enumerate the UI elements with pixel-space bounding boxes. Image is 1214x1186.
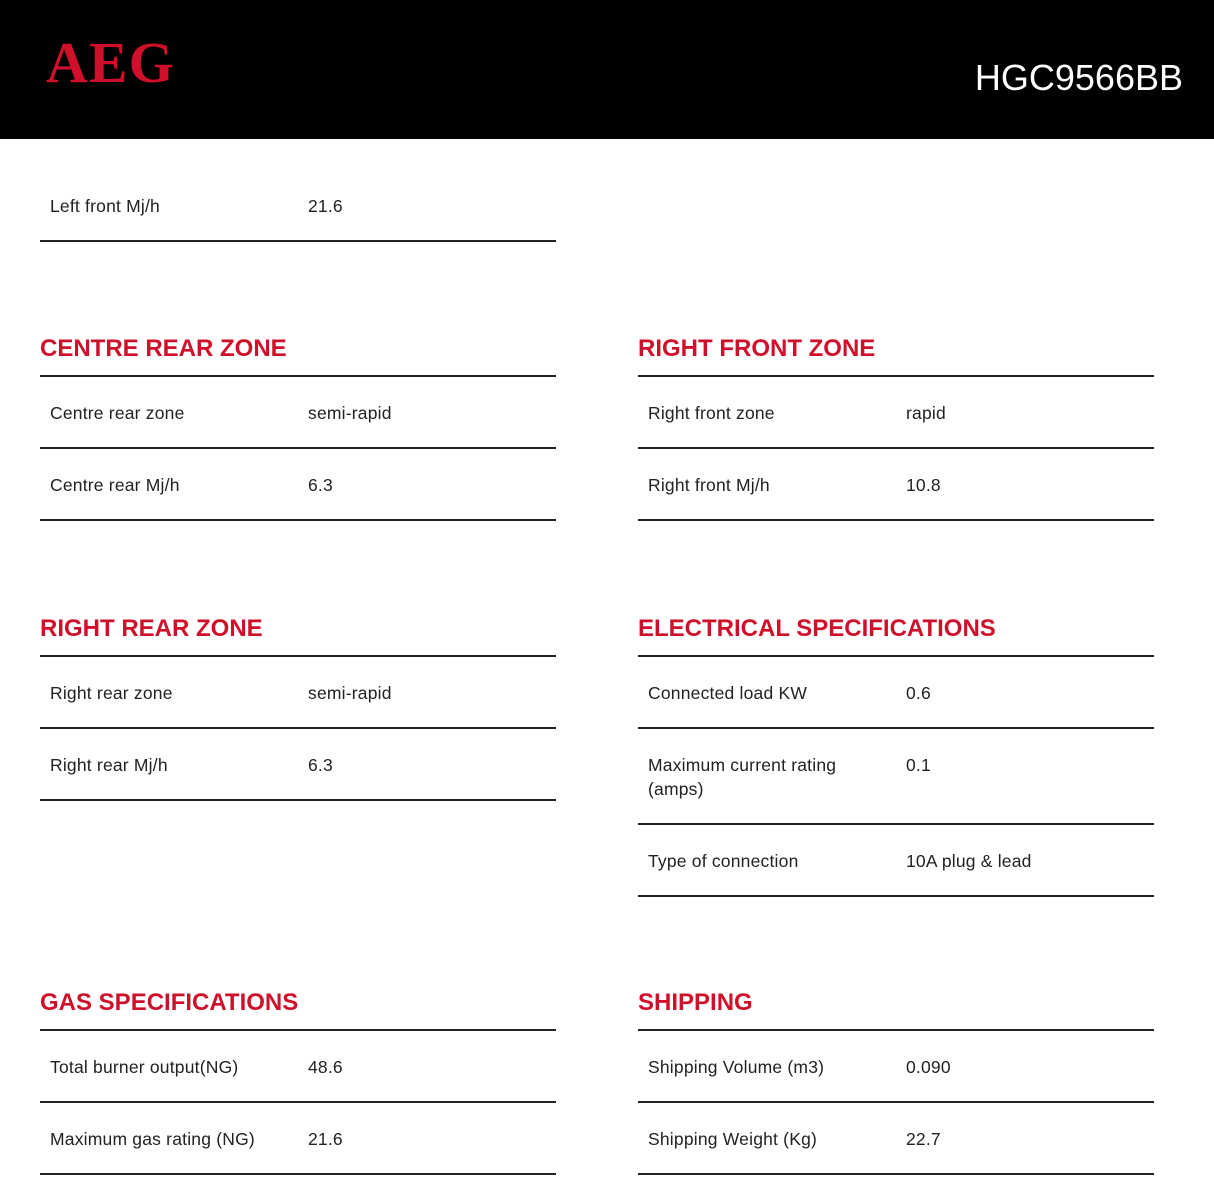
spec-row <box>638 1031 1154 1103</box>
spec-row <box>40 1103 556 1175</box>
spec-value: semi-rapid <box>308 683 392 703</box>
spec-value: 10.8 <box>906 475 941 495</box>
centre-rear-zone-section <box>40 337 556 521</box>
spec-value: 6.3 <box>308 755 333 775</box>
spec-row <box>638 825 1154 897</box>
section-title: GAS SPECIFICATIONS <box>40 991 556 1031</box>
gas-specifications-section <box>40 991 556 1175</box>
section-title: SHIPPING <box>638 991 1154 1031</box>
spec-row <box>40 449 556 521</box>
section-title: ELECTRICAL SPECIFICATIONS <box>638 617 1154 657</box>
spec-label: Centre rear zone <box>50 403 185 423</box>
spec-row <box>638 377 1154 449</box>
spec-label: Right front Mj/h <box>648 475 770 495</box>
spec-value: semi-rapid <box>308 403 392 423</box>
spec-row <box>638 1103 1154 1175</box>
aeg-logo: AEG <box>46 30 175 95</box>
spec-row <box>638 449 1154 521</box>
spec-label: Centre rear Mj/h <box>50 475 180 495</box>
section-title: RIGHT FRONT ZONE <box>638 337 1154 377</box>
spec-label: Total burner output(NG) <box>50 1057 239 1077</box>
spec-label: Shipping Weight (Kg) <box>648 1129 818 1149</box>
model-number: HGC9566BB <box>974 57 1183 98</box>
spec-label: Maximum current rating (amps) <box>648 755 837 799</box>
spec-row <box>638 729 1154 825</box>
spec-row <box>40 657 556 729</box>
spec-row <box>40 1031 556 1103</box>
spec-value: 48.6 <box>308 1057 343 1077</box>
spec-value: 6.3 <box>308 475 333 495</box>
spec-row <box>40 377 556 449</box>
right-front-zone-section <box>638 337 1154 521</box>
spec-label: Shipping Volume (m3) <box>648 1057 825 1077</box>
spec-label: Right rear zone <box>50 683 173 703</box>
spec-label: Type of connection <box>648 851 799 871</box>
spec-value: rapid <box>906 403 946 423</box>
section-title: RIGHT REAR ZONE <box>40 617 556 657</box>
spec-row <box>40 729 556 801</box>
section-title: CENTRE REAR ZONE <box>40 337 556 377</box>
spec-value: 21.6 <box>308 1129 343 1149</box>
spec-label: Right rear Mj/h <box>50 755 168 775</box>
spec-label: Connected load KW <box>648 683 808 703</box>
electrical-specifications-section <box>638 617 1154 897</box>
spec-label: Left front Mj/h <box>50 196 160 216</box>
spec-label: Right front zone <box>648 403 775 423</box>
spec-value: 0.1 <box>906 755 931 775</box>
spec-value: 10A plug & lead <box>906 851 1032 871</box>
page-header <box>0 0 1214 139</box>
spec-value: 22.7 <box>906 1129 941 1149</box>
spec-row <box>638 657 1154 729</box>
shipping-section <box>638 991 1154 1175</box>
spec-value: 0.090 <box>906 1057 951 1077</box>
spec-row <box>40 170 556 242</box>
right-rear-zone-section <box>40 617 556 801</box>
spec-value: 0.6 <box>906 683 931 703</box>
spec-value: 21.6 <box>308 196 343 216</box>
spec-label: Maximum gas rating (NG) <box>50 1129 255 1149</box>
left-front-section <box>40 170 556 242</box>
